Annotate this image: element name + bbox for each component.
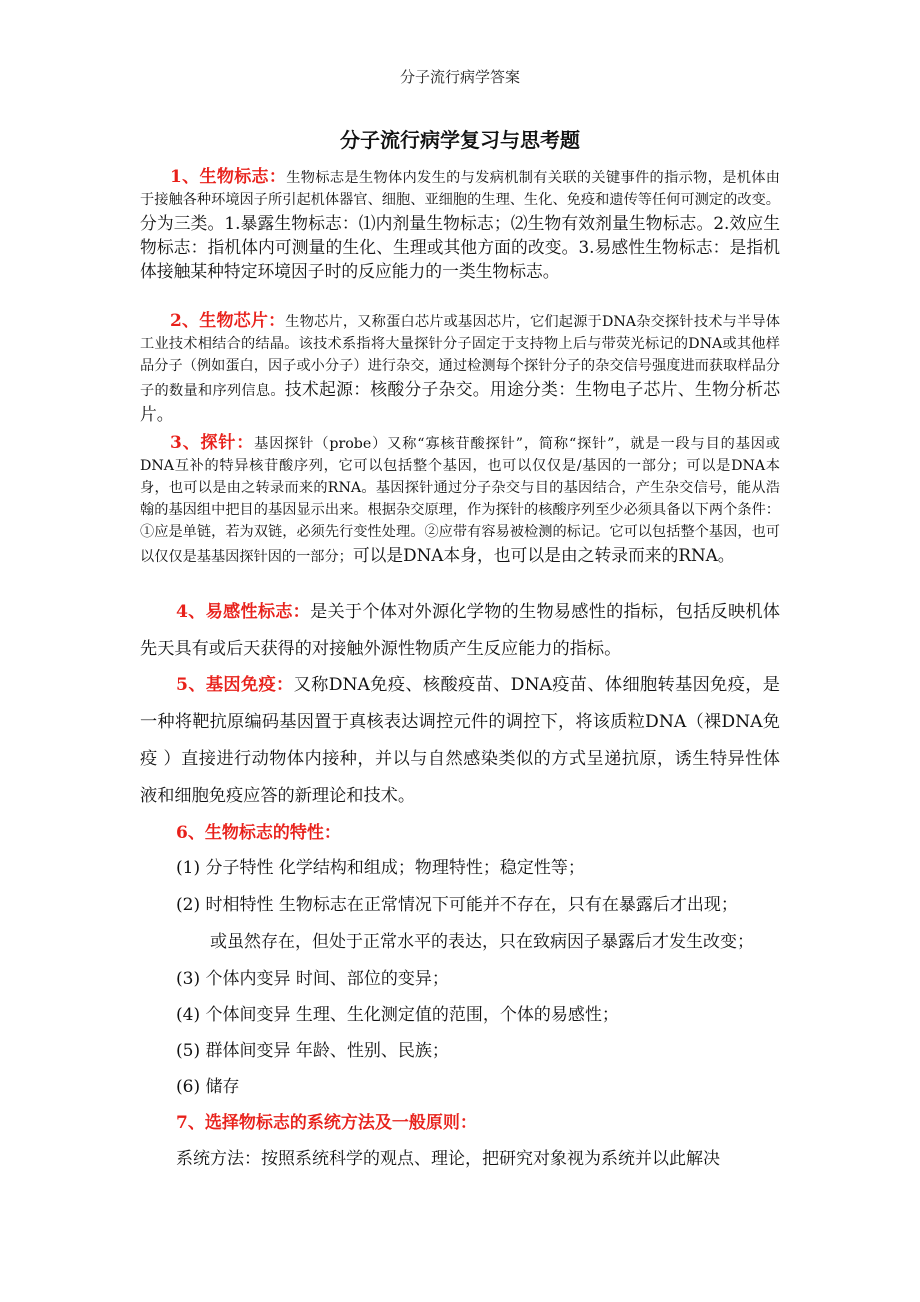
page-header: 分子流行病学答案 <box>399 68 520 86</box>
section-1 <box>140 162 780 283</box>
section-3-text-c: 可以是DNA本身，也可以是由之转录而来的RNA。 <box>352 545 735 565</box>
section-6-item: (4) 个体间变异 生理、生化测定值的范围，个体的易感性； <box>176 1005 619 1025</box>
section-1-text-a: 生物标志是生物体内发生的与发病机制有关联的关键事件的指示物，是机体由于接触各种环境因子所引起机体器官、细胞、亚细胞的生理、生化、免疫和遗传等任何可测定的改变。 <box>140 170 780 208</box>
section-6-item-continuation: 或虽然存在，但处于正常水平的表达，只在致病因子暴露后才发生改变； <box>210 932 754 952</box>
section-4-text: 是关于个体对外源化学物的生物易感性的指标，包括反映机体先天具有或后天获得的对接触外源性物质产生反应能力的指标。 <box>140 602 780 659</box>
section-3 <box>140 428 780 568</box>
section-6-item: (6) 储存 <box>176 1077 240 1097</box>
section-6-item: (5) 群体间变异 年龄、性别、民族； <box>176 1041 449 1061</box>
section-7-heading: 7、选择物标志的系统方法及一般原则： <box>176 1113 477 1133</box>
section-2 <box>140 306 780 426</box>
section-6-item: (2) 时相特性 生物标志在正常情况下可能并不存在，只有在暴露后才出现； <box>176 895 738 915</box>
section-6-item: (1) 分子特性 化学结构和组成；物理特性；稳定性等； <box>176 858 585 878</box>
section-3-text-b: 它可以包括整个基因，也可以仅仅是基基因探针因的一部分； <box>140 524 780 565</box>
section-6-heading: 6、生物标志的特性： <box>176 823 341 843</box>
section-5 <box>140 667 780 815</box>
section-4 <box>140 594 780 668</box>
section-7-text: 系统方法：按照系统科学的观点、理论，把研究对象视为系统并以此解决 <box>176 1149 720 1169</box>
page-title: 分子流行病学复习与思考题 <box>340 128 580 152</box>
section-2-text-a: 生物芯片，又称蛋白芯片或基因芯片，它们起源于DNA杂交探针技术与半导体工业技术相结合的结晶。该技术系指将大量探针分子固定于支持物上后与带荧光标记的DNA或其他样品分子（例如蛋白，因子或小分子）进行杂交，通过检测每个探针分子的杂交信号强度进而获取样品分子的数量和序列信息。 <box>140 314 780 399</box>
section-5-text: 又称DNA免疫、核酸疫苗、DNA疫苗、体细胞转基因免疫，是一种将靶抗原编码基因置于真核表达调控元件的调控下，将该质粒DNA（裸DNA免疫 ）直接进行动物体内接种，并以与自然感染类似的方式呈递抗原，诱生特异性体液和细胞免疫应答的新理论和技术。 <box>140 675 781 806</box>
section-6-item: (3) 个体内变异 时间、部位的变异； <box>176 969 449 989</box>
section-5-heading: 5、基因免疫： <box>176 675 294 695</box>
section-1-text-b: 分为三类。1.暴露生物标志：⑴内剂量生物标志；⑵生物有效剂量生物标志。2.效应生物标志：指机体内可测量的生化、生理或其他方面的改变。3.易感性生物标志：是指机体接触某种特定环境因子时的反应能力的一类生物标志。 <box>140 213 780 281</box>
section-3-text-a: 基因探针（probe）又称“寡核苷酸探针”，简称“探针”，就是一段与目的基因或DNA互补的特异核苷酸序列，它可以包括整个基因，也可以仅仅是/基因的一部分；可以是DNA本身，也可以是由之转录而来的RNA。基因探针通过分子杂交与目的基因结合，产生杂交信号，能从浩翰的基因组中把目的基因显示出来。根据杂交原理，作为探针的核酸序列至少必须具备以下两个条件：①应是单链，若为双链，必须先行变性处理。②应带有容易被检测的标记。 <box>140 436 780 540</box>
section-4-heading: 4、易感性标志： <box>176 602 311 622</box>
section-2-text-b: 技术起源：核酸分子杂交。用途分类：生物电子芯片、生物分析芯片。 <box>140 379 780 424</box>
section-2-heading: 2、生物芯片： <box>170 311 286 331</box>
section-1-heading: 1、生物标志： <box>170 167 287 187</box>
section-3-heading: 3、探针： <box>170 433 255 453</box>
